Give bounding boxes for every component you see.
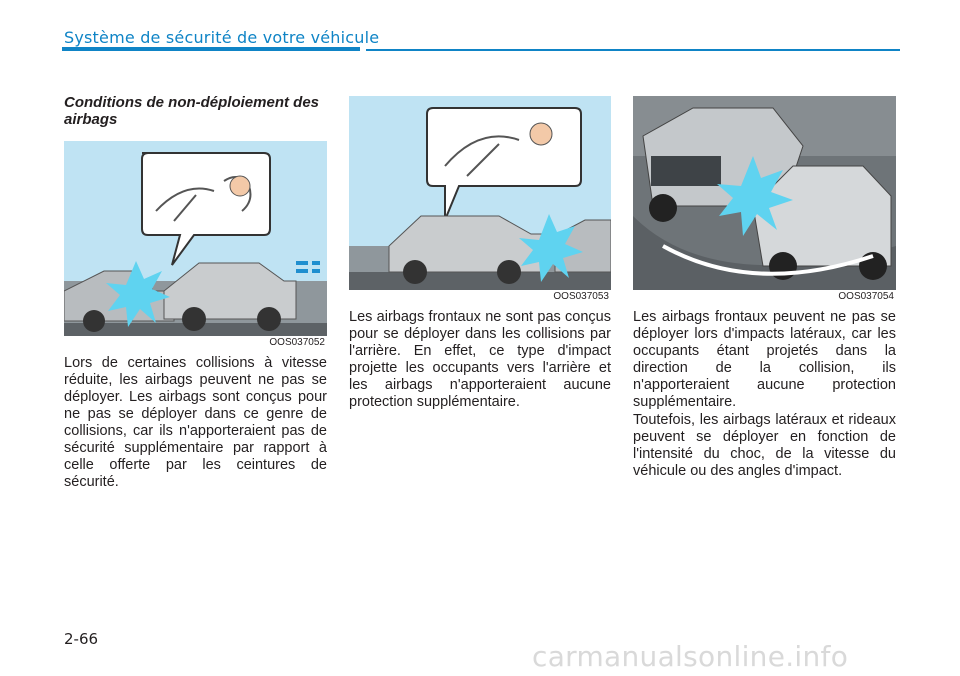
- illustration-low-speed-collision: [64, 141, 327, 349]
- illustration-side-collision: [633, 96, 896, 303]
- paragraph-side-curtain: Toutefois, les airbags latéraux et rideaux peuvent se déployer en fonction de l'intensité du choc, de la vitesse du véhicule ou des angles d'impact.: [633, 412, 896, 479]
- header-rule-thin: [366, 49, 900, 51]
- paragraph-low-speed: Lors de certaines collisions à vitesse réduite, les airbags peuvent ne pas se déployer. Les airbags sont conçus pour ne pas se déployer dans ce genre de collisions, car ils n'apporteraient pas de sécurité supplémentaire par rapport à celle offerte par les ceintures de sécurité.: [64, 355, 327, 490]
- figure-code: OOS037052: [269, 337, 325, 348]
- illustration-rear-collision: [349, 96, 611, 303]
- header-rule-thick: [62, 47, 360, 51]
- section-heading: Conditions de non-déploiement des airbags: [64, 94, 319, 128]
- figure-side-collision: [633, 96, 896, 303]
- figure-code: OOS037054: [838, 291, 894, 302]
- figure-rear-collision: [349, 96, 611, 303]
- figure-low-speed-collision: [64, 141, 327, 349]
- paragraph-rear-impact: Les airbags frontaux ne sont pas conçus pour se déployer dans les collisions par l'arrière. En effet, ce type d'impact projette les occupants vers l'arrière et les airbags n'apporteraient aucune protection supplémentaire.: [349, 309, 611, 410]
- paragraph-side-impact: Les airbags frontaux peuvent ne pas se déployer lors d'impacts latéraux, car les occupants étant projetés dans la direction de la collision, ils n'apporteraient aucune protection supplémentaire.: [633, 309, 896, 410]
- section-title: Système de sécurité de votre véhicule: [64, 28, 380, 47]
- watermark: carmanualsonline.info: [532, 640, 849, 673]
- figure-code: OOS037053: [553, 291, 609, 302]
- page-number: 2-66: [64, 630, 99, 648]
